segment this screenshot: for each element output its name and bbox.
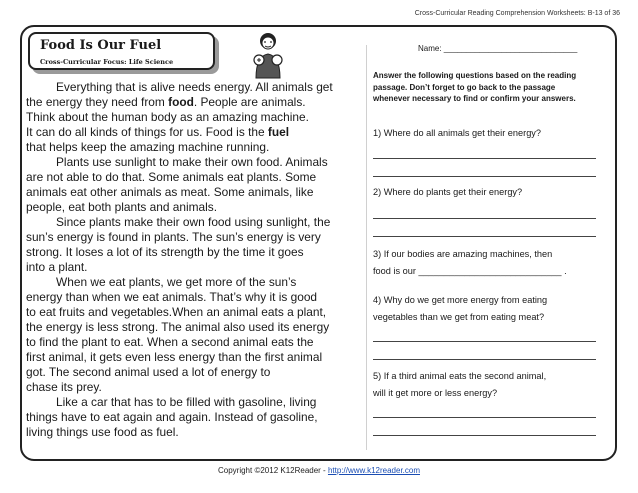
- passage-line: [26, 245, 362, 260]
- worksheet-series-label: Cross-Curricular Reading Comprehension Worksheets: B-13 of 36: [414, 10, 620, 17]
- passage-line: [26, 350, 362, 365]
- answer-line[interactable]: [373, 359, 596, 360]
- question-3-line-2: food is our ____________________________ .: [373, 266, 567, 276]
- passage-text: Like a car that has to be filled with gasoline, living: [56, 395, 317, 410]
- passage-line: [26, 110, 362, 125]
- passage-text: Since plants make their own food using sunlight, the: [56, 215, 331, 230]
- worksheet-subtitle: Cross-Curricular Focus: Life Science: [40, 58, 174, 66]
- answer-line[interactable]: [373, 176, 596, 177]
- passage-line: [26, 230, 362, 245]
- answer-line[interactable]: [373, 236, 596, 237]
- passage-text: first animal, it gets even less energy than the first animal: [26, 350, 323, 365]
- instructions-line: Answer the following questions based on the reading: [373, 71, 577, 80]
- instructions: [373, 70, 618, 105]
- website-link[interactable]: http://www.k12reader.com: [327, 466, 420, 475]
- name-field[interactable]: [418, 44, 577, 53]
- passage-line: [26, 320, 362, 335]
- passage-line: [26, 260, 362, 275]
- answer-line[interactable]: [373, 218, 596, 219]
- passage-line: [26, 170, 362, 185]
- passage-line: [26, 425, 362, 440]
- passage-line: [26, 80, 362, 95]
- question-5-line-2: will it get more or less energy?: [373, 388, 498, 398]
- passage-keyword: fuel: [267, 125, 290, 140]
- answer-line[interactable]: [373, 158, 596, 159]
- instructions-line: whenever necessary to find or confirm your answers.: [373, 94, 576, 103]
- passage-text: the energy is less strong. The animal also used its energy: [26, 320, 330, 335]
- passage-line: [26, 140, 362, 155]
- passage-text: Plants use sunlight to make their own food. Animals: [56, 155, 328, 170]
- passage-text: Everything that is alive needs energy. All animals get: [56, 80, 333, 94]
- question-3-line-1: 3) If our bodies are amazing machines, then: [373, 249, 553, 259]
- passage-line: [26, 335, 362, 350]
- question-1: 1) Where do all animals get their energy?: [373, 128, 542, 138]
- name-line: ______________________________: [443, 44, 578, 53]
- question-5-line-1: 5) If a third animal eats the second animal,: [373, 371, 547, 381]
- passage-text: to find the plant to eat. When a second animal eats the: [26, 335, 314, 350]
- passage-text: the energy they need from: [26, 95, 169, 110]
- reading-passage: [26, 80, 362, 440]
- passage-text: When we eat plants, we get more of the sun’s: [56, 275, 297, 290]
- passage-text: people, eat both plants and animals.: [26, 200, 218, 215]
- passage-text: chase its prey.: [26, 380, 102, 395]
- column-divider: [366, 45, 367, 450]
- passage-text: things have to eat again and again. Instead of gasoline,: [26, 410, 318, 425]
- passage-line: [26, 365, 362, 380]
- person-eating-icon: [248, 30, 288, 80]
- passage-line: [26, 185, 362, 200]
- question-4-line-2: vegetables than we get from eating meat?: [373, 312, 545, 322]
- footer: [0, 466, 638, 475]
- name-label: Name:: [418, 44, 442, 53]
- passage-text: animals eat other animals as meat. Some animals, like: [26, 185, 314, 200]
- passage-text: . People are animals.: [193, 95, 306, 110]
- passage-text: that helps keep the amazing machine running.: [26, 140, 270, 155]
- passage-text: Think about the human body as an amazing machine.: [26, 110, 309, 125]
- passage-line: [26, 125, 362, 140]
- passage-text: got. The second animal used a lot of energy to: [26, 365, 271, 380]
- passage-text: into a plant.: [26, 260, 88, 275]
- question-4-line-1: 4) Why do we get more energy from eating: [373, 295, 548, 305]
- passage-line: [26, 380, 362, 395]
- passage-text: strong. It loses a lot of its strength by the time it goes: [26, 245, 304, 260]
- passage-text: sun’s energy is found in plants. The sun’s energy is very: [26, 230, 321, 245]
- answer-line[interactable]: [373, 341, 596, 342]
- instructions-line: passage. Don’t forget to go back to the passage: [373, 82, 556, 92]
- copyright-text: Copyright ©2012 K12Reader -: [217, 466, 328, 475]
- worksheet-title: Food Is Our Fuel: [40, 38, 162, 53]
- passage-line: [26, 290, 362, 305]
- passage-line: [26, 275, 362, 290]
- question-2: 2) Where do plants get their energy?: [373, 187, 523, 197]
- passage-keyword: food: [168, 95, 194, 110]
- passage-line: [26, 215, 362, 230]
- passage-line: [26, 200, 362, 215]
- answer-line[interactable]: [373, 417, 596, 418]
- passage-text: living things use food as fuel.: [26, 425, 179, 440]
- title-box: [28, 32, 215, 70]
- passage-text: to eat fruits and vegetables.When an animal eats a plant,: [26, 305, 327, 320]
- passage-line: [26, 305, 362, 320]
- passage-line: [26, 410, 362, 425]
- passage-text: It can do all kinds of things for us. Food is the: [26, 125, 268, 140]
- passage-line: [26, 155, 362, 170]
- passage-line: [26, 395, 362, 410]
- passage-line: [26, 95, 362, 110]
- passage-text: energy than when we eat animals. That’s why it is good: [26, 290, 318, 305]
- passage-text: are not able to do that. Some animals eat plants. Some: [26, 170, 317, 185]
- answer-line[interactable]: [373, 435, 596, 436]
